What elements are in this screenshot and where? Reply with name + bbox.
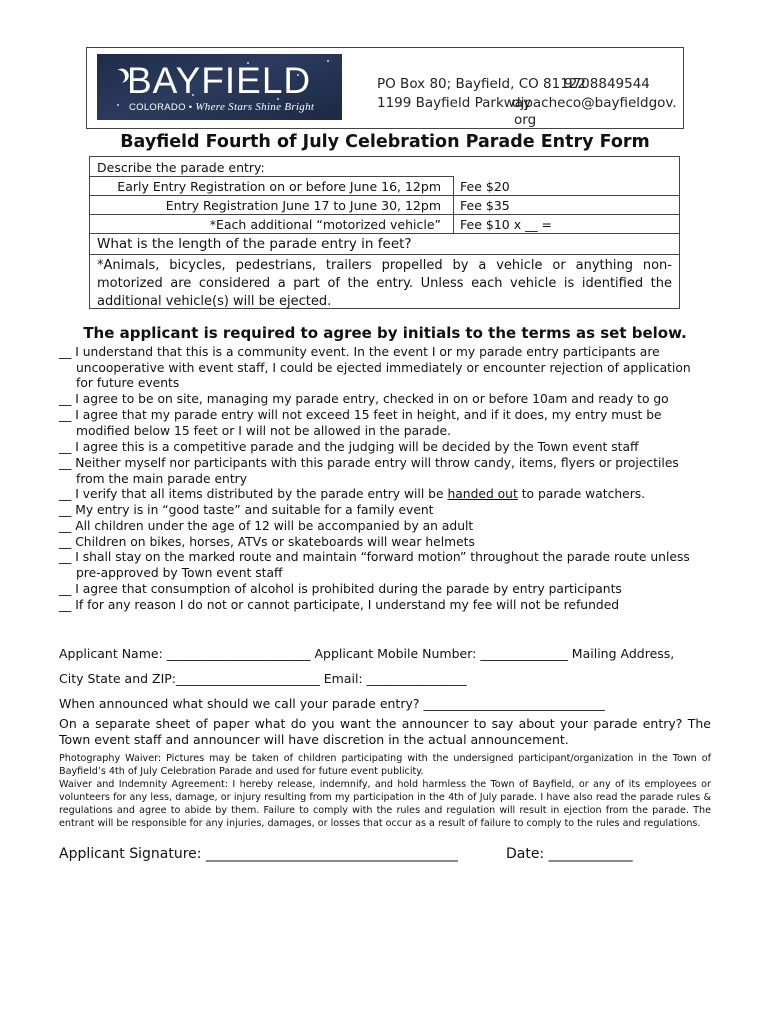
date-field[interactable]: Date: ____________ (506, 846, 633, 862)
phone-number: 9708849544 (564, 76, 650, 92)
term-item[interactable]: __ I understand that this is a community event. In the event I or my parade entry participants are uncooperative with event staff, I could be ejected immediately or encounter rejection of application for future events (59, 345, 691, 391)
letterhead (86, 47, 684, 129)
email-address[interactable]: djpacheco@bayfieldgov. (512, 95, 677, 111)
term-item[interactable]: __ My entry is in “good taste” and suitable for a family event (59, 503, 434, 517)
term-item[interactable]: __ I verify that all items distributed by the parade entry will be handed out to parade watchers. (59, 487, 646, 501)
describe-label: Describe the parade entry: (97, 160, 265, 175)
bayfield-logo (97, 54, 342, 120)
handed-out-text: handed out (447, 487, 518, 501)
fee-table: Describe the parade entry: Early Entry Registration on or before June 16, 12pm Fee $20 Entry Registration June 17 to June 30, 12pm Fee $35 *Each additional “motorized vehicle” Fee $10 x __ = What is the length of the parade entry in feet? *Animals, bicycles, pedestrians, trailers propelled by a vehicle or anything non-motorized are considered a part of the entry. Unless each vehicle is identified the additional vehicle(s) will be ejected. (89, 156, 680, 309)
moon-icon (109, 68, 127, 86)
term-item[interactable]: __ I agree that consumption of alcohol is prohibited during the parade by entry participants (59, 582, 622, 596)
announcer-instructions: On a separate sheet of paper what do you want the announcer to say about your parade entry? The Town event staff and announcer will have discretion in the actual announcement. (59, 716, 711, 747)
term-item[interactable]: __ I shall stay on the marked route and maintain “forward motion” throughout the parade route unless pre-approved by Town event staff (59, 550, 690, 580)
terms-heading: The applicant is required to agree by initials to the terms as set below. (83, 324, 687, 342)
term-item[interactable]: __ If for any reason I do not or cannot participate, I understand my fee will not be refunded (59, 598, 620, 612)
address-line-1: PO Box 80; Bayfield, CO 81122 (377, 76, 586, 92)
photography-waiver: Photography Waiver: Pictures may be taken of children participating with the undersigned participant/organization in the Town of Bayfield’s 4th of July Celebration Parade and used for future event publicity. (59, 753, 711, 777)
term-item[interactable]: __ Neither myself nor participants with this parade entry will throw candy, items, flyers or projectiles from the main parade entry (59, 456, 679, 486)
term-item[interactable]: __ All children under the age of 12 will be accompanied by an adult (59, 519, 474, 533)
vehicle-count-field[interactable]: Fee $10 x __ = (460, 217, 553, 232)
logo-wordmark: BAYFIELD (127, 60, 312, 101)
indemnity-waiver: Waiver and Indemnity Agreement: I hereby release, indemnify, and hold harmless the Town of Bayfield, or any of its employees or volunteers for any less, damage, or injury resulting from my participation in the 4th of July parade. I have also read the parade rules & regulations and agree to abide by them. Failure to comply with the rules and regulation will result in ejection from the parade. The entrant will be responsible for any injuries, damages, or losses that occur as a result of failure to comply to the rules and regulations. (59, 779, 711, 829)
entry-note: *Animals, bicycles, pedestrians, trailers propelled by a vehicle or anything non-motorized are considered a part of the entry. Unless each vehicle is identified the additional vehicle(s) will be ejected. (97, 258, 672, 309)
term-item[interactable]: __ Children on bikes, horses, ATVs or skateboards will wear helmets (59, 535, 475, 549)
signature-field[interactable]: Applicant Signature: ____________________________________ (59, 846, 458, 862)
entry-announce-name-field[interactable]: When announced what should we call your parade entry? _____________________________ (59, 696, 605, 711)
email-address-cont[interactable]: org (514, 112, 537, 128)
city-email-field[interactable]: City State and ZIP:_______________________ Email: ________________ (59, 671, 467, 686)
term-item[interactable]: __ I agree that my parade entry will not exceed 15 feet in height, and if it does, my entry must be modified below 15 feet or I will not be allowed in the parade. (59, 408, 662, 438)
form-title: Bayfield Fourth of July Celebration Parade Entry Form (120, 132, 650, 152)
term-item[interactable]: __ I agree to be on site, managing my parade entry, checked in on or before 10am and ready to go (59, 392, 669, 406)
term-item[interactable]: __ I agree this is a competitive parade and the judging will be decided by the Town event staff (59, 440, 639, 454)
logo-tagline: COLORADO • Where Stars Shine Bright (129, 101, 315, 113)
length-question[interactable]: What is the length of the parade entry in feet? (97, 236, 412, 252)
applicant-name-field[interactable]: Applicant Name: _______________________ Applicant Mobile Number: ______________ Mailing Address, (59, 646, 675, 661)
address-line-2: 1199 Bayfield Parkway (377, 95, 532, 111)
